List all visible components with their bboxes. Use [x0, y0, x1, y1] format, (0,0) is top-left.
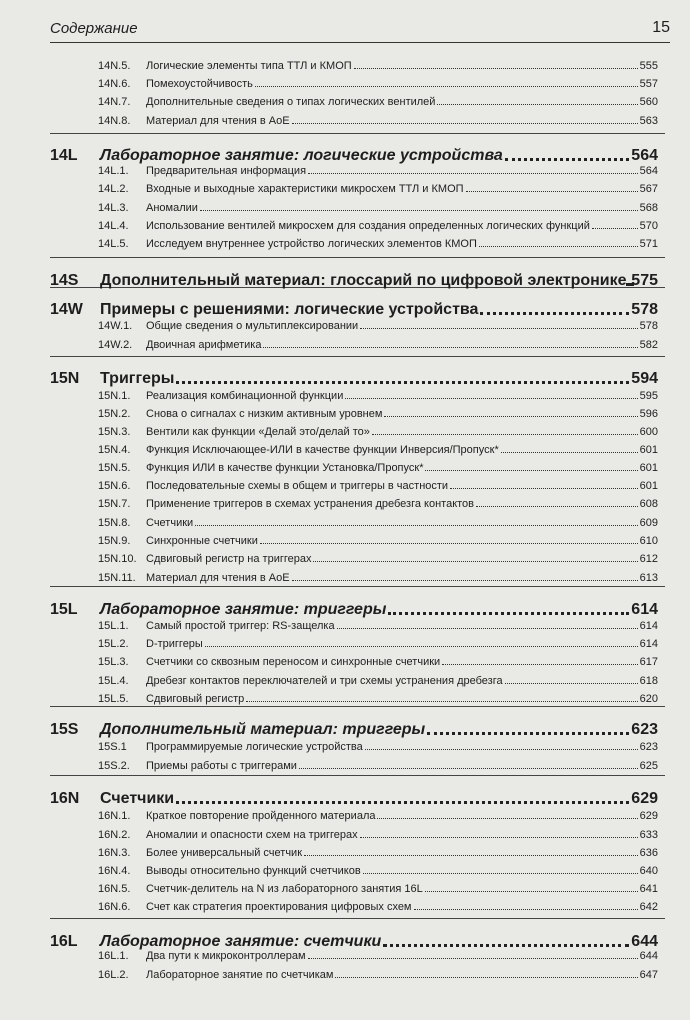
entry-title: Помехоустойчивость: [146, 78, 253, 90]
entry-page-number: 570: [639, 220, 658, 232]
toc-entry: [98, 480, 658, 492]
entry-title: Сдвиговый регистр на триггерах: [146, 553, 312, 565]
entry-number: 14N.8.: [98, 115, 131, 127]
leader-dots: [360, 327, 637, 329]
entry-title: Функция Исключающее-ИЛИ в качестве функции Инверсия/Пропуск*: [146, 444, 499, 456]
leader-dots: [299, 767, 638, 769]
toc-entry: [98, 638, 658, 650]
entry-number: 14N.7.: [98, 96, 131, 108]
section-divider: [50, 133, 665, 134]
entry-title: Два пути к микроконтроллерам: [146, 950, 306, 962]
leader-dots: [246, 700, 637, 702]
entry-page-number: 564: [631, 147, 658, 164]
toc-chapter-entry: [50, 147, 658, 165]
entry-page-number: 568: [639, 202, 658, 214]
entry-number: 15L.5.: [98, 693, 129, 705]
leader-dots: [505, 682, 638, 684]
entry-page-number: 647: [639, 969, 658, 981]
entry-title: Приемы работы с триггерами: [146, 760, 297, 772]
leader-dots: [383, 943, 629, 947]
entry-title: Самый простой триггер: RS-защелка: [146, 620, 335, 632]
entry-page-number: 636: [639, 847, 658, 859]
entry-title: Лабораторное занятие: логические устройства: [100, 147, 503, 164]
header-page-number: 15: [652, 19, 670, 36]
toc-entry: [98, 847, 658, 859]
entry-page-number: 601: [639, 462, 658, 474]
entry-number: 15N: [50, 370, 80, 387]
toc-entry: [98, 444, 658, 456]
entry-page-number: 578: [639, 320, 658, 332]
toc-entry: [98, 202, 658, 214]
toc-entry: [98, 741, 658, 753]
leader-dots: [292, 122, 638, 124]
toc-entry: [98, 829, 658, 841]
entry-title: Более универсальный счетчик: [146, 847, 303, 859]
entry-number: 15N.7.: [98, 498, 131, 510]
entry-number: 15N.5.: [98, 462, 131, 474]
entry-title: Последовательные схемы в общем и триггеры в частности: [146, 480, 449, 492]
leader-dots: [592, 227, 638, 229]
leader-dots: [442, 663, 637, 665]
leader-dots: [345, 397, 637, 399]
toc-entry: [98, 165, 658, 177]
leader-dots: [476, 505, 638, 507]
toc-entry: [98, 517, 658, 529]
entry-page-number: 596: [639, 408, 658, 420]
leader-dots: [354, 67, 638, 69]
toc-entry: [98, 220, 658, 232]
toc-entry: [98, 390, 658, 402]
entry-page-number: 617: [639, 656, 658, 668]
entry-page-number: 641: [639, 883, 658, 895]
toc-entry: [98, 535, 658, 547]
leader-dots: [200, 209, 638, 211]
entry-title: Материал для чтения в AoE: [146, 115, 290, 127]
leader-dots: [425, 469, 637, 471]
entry-title: Предварительная информация: [146, 165, 307, 177]
entry-page-number: 610: [639, 535, 658, 547]
toc-entry: [98, 969, 658, 981]
entry-page-number: 629: [631, 790, 658, 807]
entry-page-number: 614: [631, 601, 658, 618]
leader-dots: [260, 542, 638, 544]
entry-number: 14L.3.: [98, 202, 129, 214]
leader-dots: [372, 433, 638, 435]
entry-page-number: 640: [639, 865, 658, 877]
entry-page-number: 625: [639, 760, 658, 772]
entry-page-number: 633: [639, 829, 658, 841]
entry-number: 15S.1: [98, 741, 127, 753]
entry-number: 15S.2.: [98, 760, 130, 772]
entry-number: 14W: [50, 301, 83, 318]
entry-number: 14W.1.: [98, 320, 133, 332]
toc-chapter-entry: [50, 370, 658, 388]
entry-page-number: 623: [631, 721, 658, 738]
toc-entry: [98, 950, 658, 962]
entry-number: 14L.5.: [98, 238, 129, 250]
entry-number: 14N.5.: [98, 60, 131, 72]
section-divider: [50, 356, 665, 357]
entry-page-number: 608: [639, 498, 658, 510]
entry-number: 15L.4.: [98, 675, 129, 687]
section-divider: [50, 775, 665, 776]
entry-title: Дополнительные сведения о типах логических вентилей: [146, 96, 436, 108]
leader-dots: [629, 282, 630, 286]
toc-entry: [98, 620, 658, 632]
entry-title: Функция ИЛИ в качестве функции Установка/Пропуск*: [146, 462, 424, 474]
entry-number: 15N.10.: [98, 553, 137, 565]
toc-entry: [98, 693, 658, 705]
entry-number: 15N.9.: [98, 535, 131, 547]
entry-title: Входные и выходные характеристики микросхем ТТЛ и КМОП: [146, 183, 464, 195]
entry-title: Счетчики: [100, 790, 175, 807]
entry-number: 15N.2.: [98, 408, 131, 420]
entry-number: 16L.2.: [98, 969, 129, 981]
entry-page-number: 601: [639, 480, 658, 492]
leader-dots: [365, 748, 638, 750]
entry-number: 15S: [50, 721, 79, 738]
entry-title: Лабораторное занятие по счетчикам: [146, 969, 334, 981]
toc-entry: [98, 115, 658, 127]
entry-number: 16N.3.: [98, 847, 131, 859]
entry-number: 15L.1.: [98, 620, 129, 632]
toc-entry: [98, 901, 658, 913]
entry-page-number: 620: [639, 693, 658, 705]
entry-title: Краткое повторение пройденного материала: [146, 810, 376, 822]
leader-dots: [427, 731, 629, 735]
toc-entry: [98, 553, 658, 565]
entry-title: Двоичная арифметика: [146, 339, 262, 351]
entry-page-number: 614: [639, 638, 658, 650]
entry-number: 15L: [50, 601, 78, 618]
toc-chapter-entry: [50, 601, 658, 619]
leader-dots: [450, 487, 638, 489]
entry-number: 16N.6.: [98, 901, 131, 913]
entry-title: Лабораторное занятие: счетчики: [100, 933, 382, 950]
toc-entry: [98, 320, 658, 332]
entry-page-number: 571: [639, 238, 658, 250]
entry-title: Синхронные счетчики: [146, 535, 258, 547]
entry-page-number: 560: [639, 96, 658, 108]
leader-dots: [414, 908, 638, 910]
leader-dots: [377, 817, 637, 819]
entry-number: 15N.11.: [98, 572, 136, 584]
entry-number: 14W.2.: [98, 339, 133, 351]
entry-title: Счетчики со сквозным переносом и синхронные счетчики: [146, 656, 441, 668]
entry-number: 14N.6.: [98, 78, 131, 90]
entry-title: Счет как стратегия проектирования цифровых схем: [146, 901, 412, 913]
entry-page-number: 614: [639, 620, 658, 632]
entry-page-number: 578: [631, 301, 658, 318]
entry-title: Вентили как функции «Делай это/делай то»: [146, 426, 370, 438]
entry-page-number: 563: [639, 115, 658, 127]
leader-dots: [337, 627, 638, 629]
entry-page-number: 555: [639, 60, 658, 72]
entry-title: Программируемые логические устройства: [146, 741, 363, 753]
toc-entry: [98, 810, 658, 822]
section-divider: [50, 918, 665, 919]
toc-chapter-entry: [50, 301, 658, 319]
leader-dots: [466, 190, 638, 192]
entry-page-number: 601: [639, 444, 658, 456]
section-divider: [50, 257, 665, 258]
entry-title: D-триггеры: [146, 638, 203, 650]
entry-title: Реализация комбинационной функции: [146, 390, 344, 402]
entry-page-number: 564: [639, 165, 658, 177]
entry-title: Исследуем внутреннее устройство логических элементов КМОП: [146, 238, 477, 250]
entry-page-number: 612: [639, 553, 658, 565]
toc-entry: [98, 183, 658, 195]
entry-number: 15L.2.: [98, 638, 129, 650]
entry-title: Аномалии: [146, 202, 198, 214]
toc-entry: [98, 865, 658, 877]
section-divider: [50, 586, 665, 587]
entry-title: Дополнительный материал: триггеры: [100, 721, 426, 738]
leader-dots: [176, 800, 629, 804]
entry-number: 16N: [50, 790, 80, 807]
leader-dots: [308, 172, 638, 174]
entry-number: 15N.1.: [98, 390, 131, 402]
entry-number: 16N.5.: [98, 883, 131, 895]
section-divider: [50, 706, 665, 707]
toc-entry: [98, 462, 658, 474]
leader-dots: [388, 611, 629, 615]
entry-title: Сдвиговый регистр: [146, 693, 245, 705]
entry-page-number: 642: [639, 901, 658, 913]
leader-dots: [313, 560, 637, 562]
entry-number: 14S: [50, 272, 79, 289]
toc-entry: [98, 96, 658, 108]
leader-dots: [480, 311, 629, 315]
leader-dots: [255, 85, 638, 87]
entry-title: Материал для чтения в AoE: [146, 572, 290, 584]
entry-page-number: 595: [639, 390, 658, 402]
entry-number: 15N.4.: [98, 444, 131, 456]
toc-chapter-entry: [50, 790, 658, 808]
entry-page-number: 600: [639, 426, 658, 438]
leader-dots: [425, 890, 638, 892]
entry-page-number: 609: [639, 517, 658, 529]
entry-page-number: 567: [639, 183, 658, 195]
entry-title: Использование вентилей микросхем для создания определенных логических функций: [146, 220, 590, 232]
entry-number: 14L: [50, 147, 78, 164]
toc-chapter-entry: [50, 933, 658, 951]
entry-number: 15L.3.: [98, 656, 129, 668]
toc-entry: [98, 426, 658, 438]
toc-entry: [98, 572, 658, 584]
entry-number: 14L.1.: [98, 165, 129, 177]
leader-dots: [505, 157, 630, 161]
leader-dots: [360, 836, 638, 838]
entry-title: Счетчики: [146, 517, 194, 529]
entry-title: Дребезг контактов переключателей и три схемы устранения дребезга: [146, 675, 503, 687]
toc-entry: [98, 498, 658, 510]
entry-number: 15N.6.: [98, 480, 131, 492]
entry-page-number: 594: [631, 370, 658, 387]
entry-page-number: 644: [639, 950, 658, 962]
entry-title: Логические элементы типа ТТЛ и КМОП: [146, 60, 352, 72]
toc-entry: [98, 339, 658, 351]
entry-page-number: 613: [639, 572, 658, 584]
entry-page-number: 629: [639, 810, 658, 822]
entry-number: 16N.1.: [98, 810, 131, 822]
toc-entry: [98, 238, 658, 250]
leader-dots: [308, 957, 638, 959]
entry-title: Общие сведения о мультиплексировании: [146, 320, 359, 332]
leader-dots: [384, 415, 637, 417]
entry-number: 14L.4.: [98, 220, 129, 232]
toc-chapter-entry: [50, 721, 658, 739]
toc-entry: [98, 656, 658, 668]
leader-dots: [176, 380, 629, 384]
entry-title: Триггеры: [100, 370, 175, 387]
toc-entry: [98, 408, 658, 420]
header-title: Содержание: [50, 20, 138, 37]
entry-number: 15N.3.: [98, 426, 131, 438]
entry-number: 16N.2.: [98, 829, 131, 841]
entry-page-number: 618: [639, 675, 658, 687]
entry-title: Примеры с решениями: логические устройства: [100, 301, 479, 318]
entry-title: Счетчик-делитель на N из лабораторного занятия 16L: [146, 883, 423, 895]
leader-dots: [195, 524, 637, 526]
entry-page-number: 575: [631, 272, 658, 289]
entry-title: Дополнительный материал: глоссарий по цифровой электронике: [100, 272, 627, 289]
leader-dots: [501, 451, 638, 453]
entry-title: Лабораторное занятие: триггеры: [100, 601, 387, 618]
leader-dots: [335, 976, 637, 978]
toc-chapter-entry: [50, 272, 658, 290]
entry-page-number: 644: [631, 933, 658, 950]
leader-dots: [363, 872, 638, 874]
toc-entry: [98, 60, 658, 72]
entry-number: 16L: [50, 933, 78, 950]
toc-entry: [98, 78, 658, 90]
leader-dots: [437, 103, 637, 105]
entry-title: Выводы относительно функций счетчиков: [146, 865, 361, 877]
toc-entry: [98, 760, 658, 772]
leader-dots: [479, 245, 638, 247]
entry-title: Аномалии и опасности схем на триггерах: [146, 829, 358, 841]
leader-dots: [304, 854, 638, 856]
entry-number: 14L.2.: [98, 183, 129, 195]
entry-title: Применение триггеров в схемах устранения дребезга контактов: [146, 498, 475, 510]
leader-dots: [292, 579, 638, 581]
leader-dots: [263, 346, 637, 348]
entry-page-number: 557: [639, 78, 658, 90]
entry-page-number: 623: [639, 741, 658, 753]
entry-number: 15N.8.: [98, 517, 131, 529]
entry-number: 16L.1.: [98, 950, 129, 962]
entry-number: 16N.4.: [98, 865, 131, 877]
entry-page-number: 582: [639, 339, 658, 351]
entry-title: Снова о сигналах с низким активным уровнем: [146, 408, 383, 420]
toc-entry: [98, 675, 658, 687]
running-header: [50, 18, 670, 43]
toc-entry: [98, 883, 658, 895]
leader-dots: [205, 645, 638, 647]
